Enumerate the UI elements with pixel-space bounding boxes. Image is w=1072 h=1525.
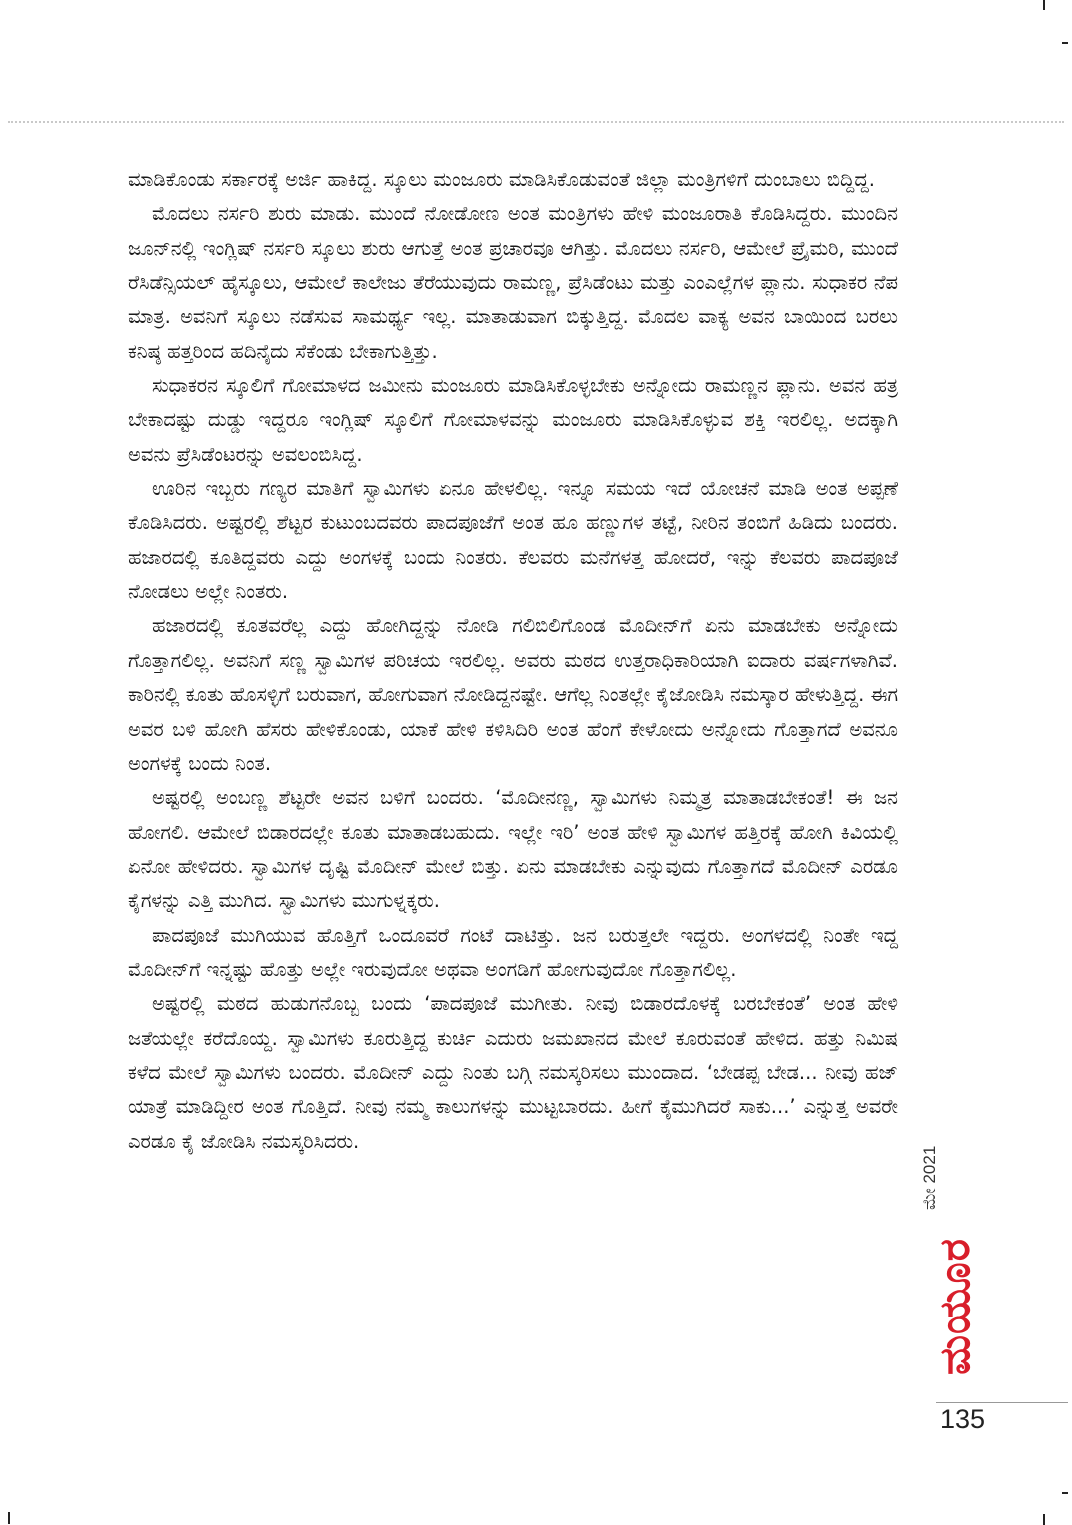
paragraph-2: ಮೊದಲು ನರ್ಸರಿ ಶುರು ಮಾಡು. ಮುಂದೆ ನೋಡೋಣ ಅಂತ ಮಂತ್ರಿಗಳು ಹೇಳಿ ಮಂಜೂರಾತಿ ಕೊಡಿಸಿದ್ದರು. ಮುಂದಿನ ಜೂನ್‌ನಲ್ಲಿ ಇಂಗ್ಲಿಷ್ ನರ್ಸರಿ ಸ್ಕೂಲು ಶುರು ಆಗುತ್ತೆ ಅಂತ ಪ್ರಚಾರವೂ ಆಗಿತ್ತು. ಮೊದಲು ನರ್ಸರಿ, ಆಮೇಲೆ ಪ್ರೈಮರಿ, ಮುಂದೆ ರೆಸಿಡೆನ್ಸಿಯಲ್ ಹೈಸ್ಕೂಲು, ಆಮೇಲೆ ಕಾಲೇಜು ತೆರೆಯುವುದು ರಾಮಣ್ಣ, ಪ್ರೆಸಿಡೆಂಟು ಮತ್ತು ಎಂಎಲ್ಲೆಗಳ ಪ್ಲಾನು. ಸುಧಾಕರ ನೆಪ ಮಾತ್ರ. ಅವನಿಗೆ ಸ್ಕೂಲು ನಡೆಸುವ ಸಾಮರ್ಥ್ಯ ಇಲ್ಲ. ಮಾತಾಡುವಾಗ ಬಿಕ್ಕುತ್ತಿದ್ದ. ಮೊದಲ ವಾಕ್ಯ ಅವನ ಬಾಯಿಂದ ಬರಲು ಕನಿಷ್ಠ ಹತ್ತರಿಂದ ಹದಿನೈದು ಸೆಕೆಂಡು ಬೇಕಾಗುತ್ತಿತ್ತು. [128, 202, 898, 363]
issue-date: ಮೇ 2021 [920, 1145, 939, 1210]
header-dotted-rule [8, 121, 1064, 123]
paragraph-7: ಪಾದಪೂಜೆ ಮುಗಿಯುವ ಹೊತ್ತಿಗೆ ಒಂದೂವರೆ ಗಂಟೆ ದಾಟಿತ್ತು. ಜನ ಬರುತ್ತಲೇ ಇದ್ದರು. ಅಂಗಳದಲ್ಲಿ ನಿಂತೇ ಇದ್ದ ಮೊದೀನ್‌ಗೆ ಇನ್ನಷ್ಟು ಹೊತ್ತು ಅಲ್ಲೇ ಇರುವುದೋ ಅಥವಾ ಅಂಗಡಿಗೆ ಹೋಗುವುದೋ ಗೊತ್ತಾಗಲಿಲ್ಲ. [128, 923, 898, 981]
paragraph-5: ಹಜಾರದಲ್ಲಿ ಕೂತವರೆಲ್ಲ ಎದ್ದು ಹೋಗಿದ್ದನ್ನು ನೋಡಿ ಗಲಿಬಿಲಿಗೊಂಡ ಮೊದೀನ್‌ಗೆ ಏನು ಮಾಡಬೇಕು ಅನ್ನೋದು ಗೊತ್ತಾಗಲಿಲ್ಲ. ಅವನಿಗೆ ಸಣ್ಣ ಸ್ವಾಮಿಗಳ ಪರಿಚಯ ಇರಲಿಲ್ಲ. ಅವರು ಮಠದ ಉತ್ತರಾಧಿಕಾರಿಯಾಗಿ ಐದಾರು ವರ್ಷಗಳಾಗಿವೆ. ಕಾರಿನಲ್ಲಿ ಕೂತು ಹೊಸಳ್ಳಿಗೆ ಬರುವಾಗ, ಹೋಗುವಾಗ ನೋಡಿದ್ದನಷ್ಟೇ. ಆಗೆಲ್ಲ ನಿಂತಲ್ಲೇ ಕೈಜೋಡಿಸಿ ನಮಸ್ಕಾರ ಹೇಳುತ್ತಿದ್ದ. ಈಗ ಅವರ ಬಳಿ ಹೋಗಿ ಹೆಸರು ಹೇಳಿಕೊಂಡು, ಯಾಕೆ ಹೇಳಿ ಕಳಿಸಿದಿರಿ ಅಂತ ಹೆಂಗೆ ಕೇಳೋದು ಅನ್ನೋದು ಗೊತ್ತಾಗದೆ ಅವನೂ ಅಂಗಳಕ್ಕೆ ಬಂದು ನಿಂತ. [128, 614, 898, 775]
article-body [128, 163, 898, 1159]
page-number: 135 [940, 1404, 986, 1434]
paragraph-1: ಮಾಡಿಕೊಂಡು ಸರ್ಕಾರಕ್ಕೆ ಅರ್ಜಿ ಹಾಕಿದ್ದ. ಸ್ಕೂಲು ಮಂಜೂರು ಮಾಡಿಸಿಕೊಡುವಂತೆ ಜಿಲ್ಲಾ ಮಂತ್ರಿಗಳಿಗೆ ದುಂಬಾಲು ಬಿದ್ದಿದ್ದ. [128, 168, 875, 191]
crop-mark-bottom-left [8, 1512, 10, 1524]
crop-mark-bottom [1043, 1514, 1045, 1525]
crop-mark-bottom-right [1062, 1492, 1068, 1494]
paragraph-6: ಅಷ್ಟರಲ್ಲಿ ಅಂಬಣ್ಣ ಶೆಟ್ಟರೇ ಅವನ ಬಳಿಗೆ ಬಂದರು. ‘ಮೊದೀನಣ್ಣ, ಸ್ವಾಮಿಗಳು ನಿಮ್ಮತ್ರ ಮಾತಾಡಬೇಕಂತೆ! ಈ ಜನ ಹೋಗಲಿ. ಆಮೇಲೆ ಬಿಡಾರದಲ್ಲೇ ಕೂತು ಮಾತಾಡಬಹುದು. ಇಲ್ಲೇ ಇರಿ’ ಅಂತ ಹೇಳಿ ಸ್ವಾಮಿಗಳ ಹತ್ತಿರಕ್ಕೆ ಹೋಗಿ ಕಿವಿಯಲ್ಲಿ ಏನೋ ಹೇಳಿದರು. ಸ್ವಾಮಿಗಳ ದೃಷ್ಟಿ ಮೊದೀನ್ ಮೇಲೆ ಬಿತ್ತು. ಏನು ಮಾಡಬೇಕು ಎನ್ನುವುದು ಗೊತ್ತಾಗದೆ ಮೊದೀನ್ ಎರಡೂ ಕೈಗಳನ್ನು ಎತ್ತಿ ಮುಗಿದ. ಸ್ವಾಮಿಗಳು ಮುಗುಳ್ನಕ್ಕರು. [128, 786, 898, 913]
crop-mark-top-right [1062, 42, 1068, 44]
crop-mark-top [1043, 0, 1045, 10]
paragraph-8: ಅಷ್ಟರಲ್ಲಿ ಮಠದ ಹುಡುಗನೊಬ್ಬ ಬಂದು ‘ಪಾದಪೂಜೆ ಮುಗೀತು. ನೀವು ಬಿಡಾರದೊಳಕ್ಕೆ ಬರಬೇಕಂತೆ’ ಅಂತ ಹೇಳಿ ಜತೆಯಲ್ಲೇ ಕರೆದೊಯ್ದ. ಸ್ವಾಮಿಗಳು ಕೂರುತ್ತಿದ್ದ ಕುರ್ಚಿ ಎದುರು ಜಮಖಾನದ ಮೇಲೆ ಕೂರುವಂತೆ ಹೇಳಿದ. ಹತ್ತು ನಿಮಿಷ ಕಳೆದ ಮೇಲೆ ಸ್ವಾಮಿಗಳು ಬಂದರು. ಮೊದೀನ್ ಎದ್ದು ನಿಂತು ಬಗ್ಗಿ ನಮಸ್ಕರಿಸಲು ಮುಂದಾದ. ‘ಬೇಡಪ್ಪ ಬೇಡ... ನೀವು ಹಜ್ ಯಾತ್ರೆ ಮಾಡಿದ್ದೀರ ಅಂತ ಗೊತ್ತಿದೆ. ನೀವು ನಮ್ಮ ಕಾಲುಗಳನ್ನು ಮುಟ್ಟಬಾರದು. ಹೀಗೆ ಕೈಮುಗಿದರೆ ಸಾಕು...’ ಎನ್ನುತ್ತ ಅವರೇ ಎರಡೂ ಕೈ ಜೋಡಿಸಿ ನಮಸ್ಕರಿಸಿದರು. [128, 992, 898, 1153]
magazine-logo: ಮಯೂರ [930, 1238, 979, 1375]
folio-rule [936, 1402, 1068, 1403]
paragraph-4: ಊರಿನ ಇಬ್ಬರು ಗಣ್ಯರ ಮಾತಿಗೆ ಸ್ವಾಮಿಗಳು ಏನೂ ಹೇಳಲಿಲ್ಲ. ಇನ್ನೂ ಸಮಯ ಇದೆ ಯೋಚನೆ ಮಾಡಿ ಅಂತ ಅಪ್ಪಣೆ ಕೊಡಿಸಿದರು. ಅಷ್ಟರಲ್ಲಿ ಶೆಟ್ಟರ ಕುಟುಂಬದವರು ಪಾದಪೂಜೆಗೆ ಅಂತ ಹೂ ಹಣ್ಣುಗಳ ತಟ್ಟೆ, ನೀರಿನ ತಂಬಿಗೆ ಹಿಡಿದು ಬಂದರು. ಹಜಾರದಲ್ಲಿ ಕೂತಿದ್ದವರು ಎದ್ದು ಅಂಗಳಕ್ಕೆ ಬಂದು ನಿಂತರು. ಕೆಲವರು ಮನೆಗಳತ್ತ ಹೋದರೆ, ಇನ್ನು ಕೆಲವರು ಪಾದಪೂಜೆ ನೋಡಲು ಅಲ್ಲೇ ನಿಂತರು. [128, 477, 898, 604]
paragraph-3: ಸುಧಾಕರನ ಸ್ಕೂಲಿಗೆ ಗೋಮಾಳದ ಜಮೀನು ಮಂಜೂರು ಮಾಡಿಸಿಕೊಳ್ಳಬೇಕು ಅನ್ನೋದು ರಾಮಣ್ಣನ ಪ್ಲಾನು. ಅವನ ಹತ್ರ ಬೇಕಾದಷ್ಟು ದುಡ್ಡು ಇದ್ದರೂ ಇಂಗ್ಲಿಷ್ ಸ್ಕೂಲಿಗೆ ಗೋಮಾಳವನ್ನು ಮಂಜೂರು ಮಾಡಿಸಿಕೊಳ್ಳುವ ಶಕ್ತಿ ಇರಲಿಲ್ಲ. ಅದಕ್ಕಾಗಿ ಅವನು ಪ್ರೆಸಿಡೆಂಟರನ್ನು ಅವಲಂಬಿಸಿದ್ದ. [128, 374, 898, 466]
